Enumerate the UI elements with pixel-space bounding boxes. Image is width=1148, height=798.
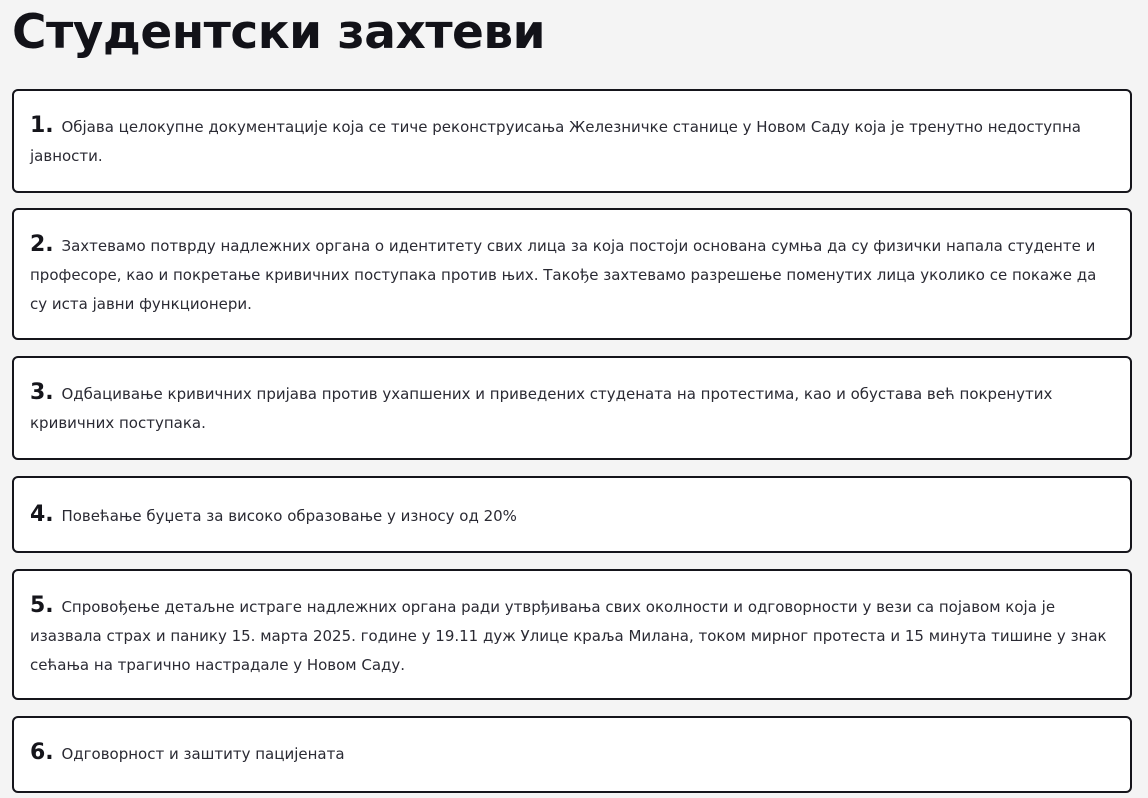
demand-text-4: Повећање буџета за високо образовање у износу од 20%: [61, 507, 517, 525]
demand-paragraph-4: [30, 500, 1114, 531]
demand-card-3: [12, 356, 1132, 460]
demand-number-2: 2.: [30, 232, 54, 257]
demand-text-3: Одбацивање кривичних пријава против ухапшених и приведених студената на протестима, као и обустава већ покренутих кривичних поступака.: [30, 385, 1053, 432]
demand-number-1: 1.: [30, 113, 54, 138]
demand-card-1: [12, 89, 1132, 193]
demand-text-1: Објава целокупне документације која се тиче реконструисања Железничке станице у Новом Саду која је тренутно недоступна јавности.: [30, 118, 1081, 165]
demand-card-5: [12, 569, 1132, 700]
demand-paragraph-5: [30, 591, 1114, 680]
demand-card-2: [12, 208, 1132, 340]
demand-paragraph-1: [30, 111, 1114, 171]
page-title: Студентски захтеви: [12, 5, 546, 60]
demand-paragraph-2: [30, 230, 1114, 319]
demand-text-6: Одговорност и заштиту пацијената: [61, 745, 345, 763]
demand-number-3: 3.: [30, 380, 54, 405]
demand-paragraph-6: [30, 738, 1114, 769]
demand-number-4: 4.: [30, 502, 54, 527]
demand-number-5: 5.: [30, 593, 54, 618]
demand-paragraph-3: [30, 378, 1114, 438]
demand-text-2: Захтевамо потврду надлежних органа о идентитету свих лица за која постоји основана сумња да су физички напала студенте и професоре, као и покретање кривичних поступака против њих. Такође захтевамо разрешење поменутих лица уколико се покаже да су иста јавни функционери.: [30, 237, 1097, 313]
demand-card-6: [12, 716, 1132, 793]
demand-card-4: [12, 476, 1132, 553]
demand-text-5: Спровођење детаљне истраге надлежних органа ради утврђивања свих околности и одговорности у вези са појавом која је изазвала страх и панику 15. марта 2025. године у 19.11 дуж Улице краља Милана, током мирног протеста и 15 минута тишине у знак сећања на трагично настрадале у Новом Саду.: [30, 598, 1107, 674]
demand-number-6: 6.: [30, 740, 54, 765]
